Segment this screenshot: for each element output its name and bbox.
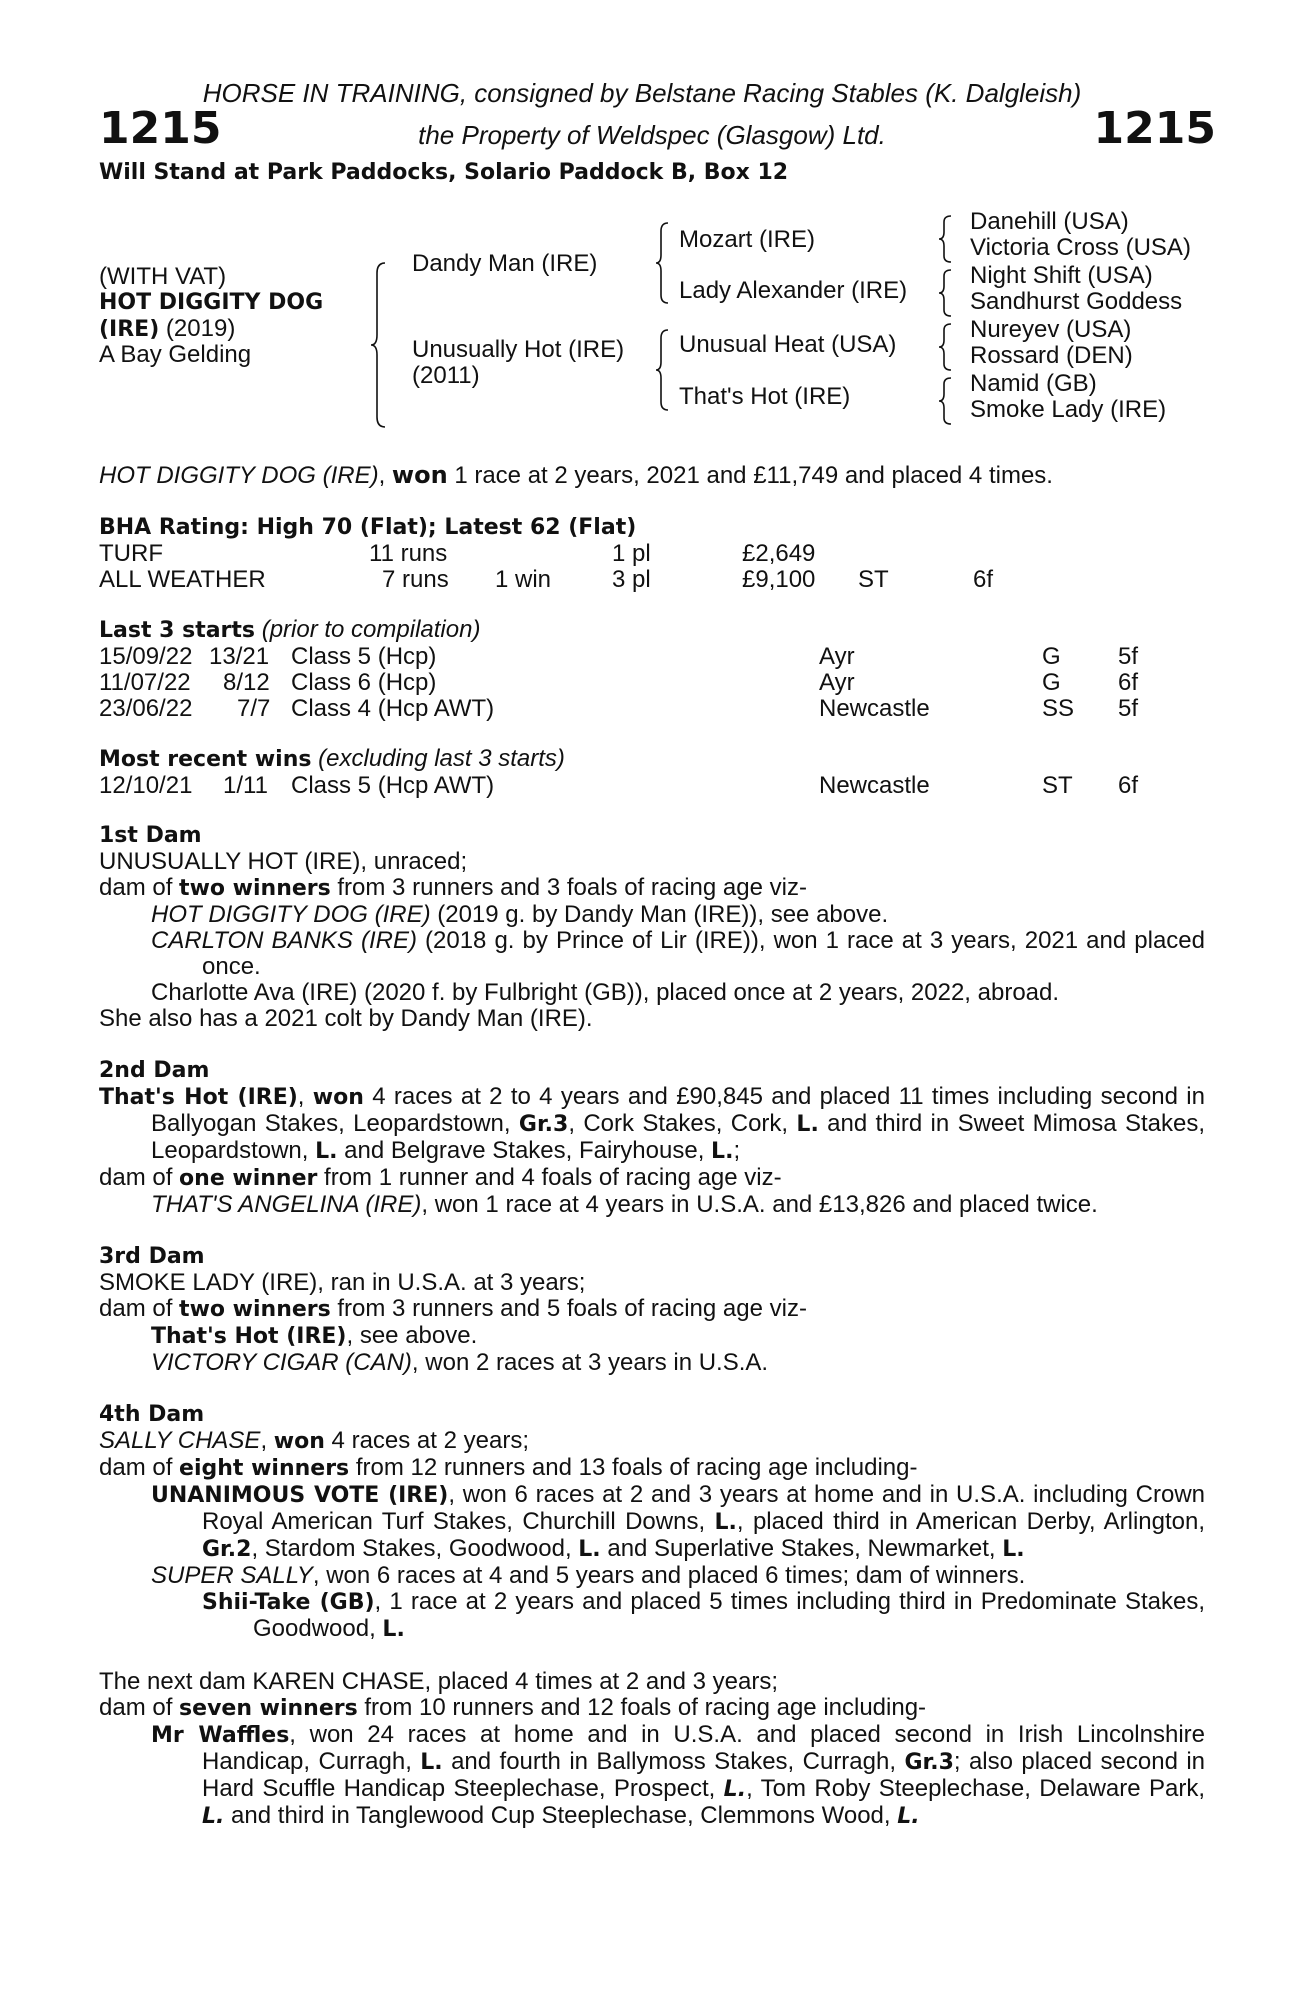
dam-line: SALLY CHASE, won 4 races at 2 years;	[99, 1427, 529, 1454]
ped-ddd: Smoke Lady (IRE)	[970, 396, 1167, 423]
recent-wins-title: Most recent wins (excluding last 3 starts)	[99, 745, 565, 772]
pedigree	[99, 208, 1205, 423]
progeny-entry: VICTORY CIGAR (CAN), won 2 races at 3 years in U.S.A.	[151, 1349, 769, 1376]
first-dam-section	[99, 823, 1205, 1032]
bha-rating-title: BHA Rating: High 70 (Flat); Latest 62 (Flat)	[99, 515, 637, 540]
dam: Unusually Hot (IRE)	[412, 336, 625, 363]
lot-number-left: 1215	[99, 103, 222, 154]
ped-dss: Nureyev (USA)	[970, 316, 1132, 343]
fourth-dam-section	[99, 1402, 1205, 1643]
win-row: 12/10/21 1/11 Class 5 (Hcp AWT) Newcastle ST 6f	[99, 772, 1139, 799]
ped-sds: Night Shift (USA)	[970, 262, 1153, 289]
dam-line: That's Hot (IRE), won 4 races at 2 to 4 years and £90,845 and placed 11 times including second in Ballyogan Stakes, Leopardstown, Gr.3, Cork Stakes, Cork, L. and third in Sweet Mimosa Stakes, Leopardstown, L. and Belgrave Stakes, Fairyhouse, L.;	[99, 1083, 1206, 1164]
ped-dds: Namid (GB)	[970, 370, 1097, 397]
consignor-line: HORSE IN TRAINING, consigned by Belstane Racing Stables (K. Dalgleish)	[202, 78, 1082, 108]
dam-produce-line: dam of seven winners from 10 runners and 12 foals of racing age including-	[99, 1694, 927, 1721]
progeny-entry: SUPER SALLY, won 6 races at 4 and 5 years and placed 6 times; dam of winners.	[151, 1562, 1026, 1589]
dam-dam: That's Hot (IRE)	[679, 383, 851, 410]
vat-note: (WITH VAT)	[99, 263, 227, 290]
ped-dsd: Rossard (DEN)	[970, 342, 1133, 369]
stand-line: Will Stand at Park Paddocks, Solario Paddock B, Box 12	[99, 160, 789, 185]
sire-sire: Mozart (IRE)	[679, 226, 816, 253]
horse-name-suffix: (IRE) (2019)	[99, 315, 236, 342]
progeny-entry: Shii-Take (GB), 1 race at 2 years and placed 5 times including third in Predominate Stakes, Goodwood, L.	[202, 1588, 1206, 1642]
dam-line: UNUSUALLY HOT (IRE), unraced;	[99, 848, 468, 875]
dam-line: The next dam KAREN CHASE, placed 4 times at 2 and 3 years;	[99, 1668, 778, 1695]
dam-produce-line: dam of two winners from 3 runners and 3 foals of racing age viz-	[99, 874, 807, 901]
catalogue-body	[99, 462, 1205, 1830]
catalogue-page	[99, 78, 1216, 1829]
progeny-entry: Mr Waffles, won 24 races at home and in U.S.A. and placed second in Irish Lincolnshire Handicap, Curragh, L. and fourth in Ballymoss Stakes, Curragh, Gr.3; also placed second in Hard Scuffle Handicap Steeplechase, Prospect, L., Tom Roby Steeplechase, Delaware Park, L. and third in Tanglewood Cup Steeplechase, Clemmons Wood, L.	[151, 1721, 1206, 1829]
horse-name: HOT DIGGITY DOG	[99, 290, 324, 315]
sire: Dandy Man (IRE)	[412, 250, 598, 277]
progeny-entry: That's Hot (IRE), see above.	[151, 1322, 478, 1349]
ped-sdd: Sandhurst Goddess	[970, 288, 1183, 315]
property-line: the Property of Weldspec (Glasgow) Ltd.	[418, 120, 886, 150]
start-row: 15/09/22 13/21 Class 5 (Hcp) Ayr G 5f	[99, 643, 1139, 670]
dam-year: (2011)	[412, 362, 480, 389]
sire-dam: Lady Alexander (IRE)	[679, 277, 908, 304]
pedigree-brace	[939, 322, 955, 372]
dam-sire: Unusual Heat (USA)	[679, 331, 897, 358]
section-title: 1st Dam	[99, 823, 202, 848]
pedigree-brace	[939, 214, 955, 264]
pedigree-brace	[939, 268, 955, 318]
next-dam-section	[99, 1669, 1205, 1830]
pedigree-brace	[656, 221, 674, 305]
pedigree-brace	[656, 328, 674, 412]
progeny-entry: Charlotte Ava (IRE) (2020 f. by Fulbright (GB)), placed once at 2 years, 2022, abroad.	[151, 979, 1060, 1006]
lot-number-right: 1215	[1093, 103, 1216, 154]
recent-wins-section	[99, 746, 1205, 799]
race-summary: HOT DIGGITY DOG (IRE), won 1 race at 2 years, 2021 and £11,749 and placed 4 times.	[99, 461, 1053, 489]
section-title: 3rd Dam	[99, 1244, 205, 1269]
progeny-entry: HOT DIGGITY DOG (IRE) (2019 g. by Dandy Man (IRE)), see above.	[151, 901, 889, 928]
rating-row: TURF 11 runs 1 pl £2,649	[99, 540, 816, 567]
dam-line: SMOKE LADY (IRE), ran in U.S.A. at 3 years;	[99, 1269, 586, 1296]
progeny-entry: UNANIMOUS VOTE (IRE), won 6 races at 2 and 3 years at home and in U.S.A. including Crown Royal American Turf Stakes, Churchill Downs, L., placed third in American Derby, Arlington, Gr.2, Stardom Stakes, Goodwood, L. and Superlative Stakes, Newmarket, L.	[151, 1481, 1206, 1562]
third-dam-section	[99, 1244, 1205, 1376]
dam-produce-line: dam of two winners from 3 runners and 5 foals of racing age viz-	[99, 1295, 807, 1322]
start-row: 23/06/22 7/7 Class 4 (Hcp AWT) Newcastle SS 5f	[99, 695, 1139, 722]
last-3-starts-title: Last 3 starts (prior to compilation)	[99, 616, 481, 643]
start-row: 11/07/22 8/12 Class 6 (Hcp) Ayr G 6f	[99, 669, 1139, 696]
pedigree-brace	[939, 376, 955, 426]
section-title: 4th Dam	[99, 1402, 205, 1427]
second-dam-section	[99, 1058, 1205, 1218]
section-title: 2nd Dam	[99, 1058, 210, 1083]
progeny-entry: THAT'S ANGELINA (IRE), won 1 race at 4 years in U.S.A. and £13,826 and placed twice.	[151, 1191, 1098, 1218]
last-3-starts-section	[99, 617, 1205, 722]
rating-row: ALL WEATHER 7 runs 1 win 3 pl £9,100 ST 6f	[99, 566, 994, 593]
dam-produce-line: dam of one winner from 1 runner and 4 foals of racing age viz-	[99, 1164, 782, 1191]
dam-note: She also has a 2021 colt by Dandy Man (IRE).	[99, 1005, 593, 1032]
ped-ssd: Victoria Cross (USA)	[970, 234, 1191, 261]
dam-produce-line: dam of eight winners from 12 runners and 13 foals of racing age including-	[99, 1454, 918, 1481]
progeny-entry: CARLTON BANKS (IRE) (2018 g. by Prince of Lir (IRE)), won 1 race at 3 years, 2021 and placed once.	[151, 927, 1205, 980]
bha-rating-section	[99, 515, 1205, 593]
pedigree-brace	[371, 261, 391, 429]
ped-sss: Danehill (USA)	[970, 208, 1129, 235]
horse-description: A Bay Gelding	[99, 341, 252, 368]
